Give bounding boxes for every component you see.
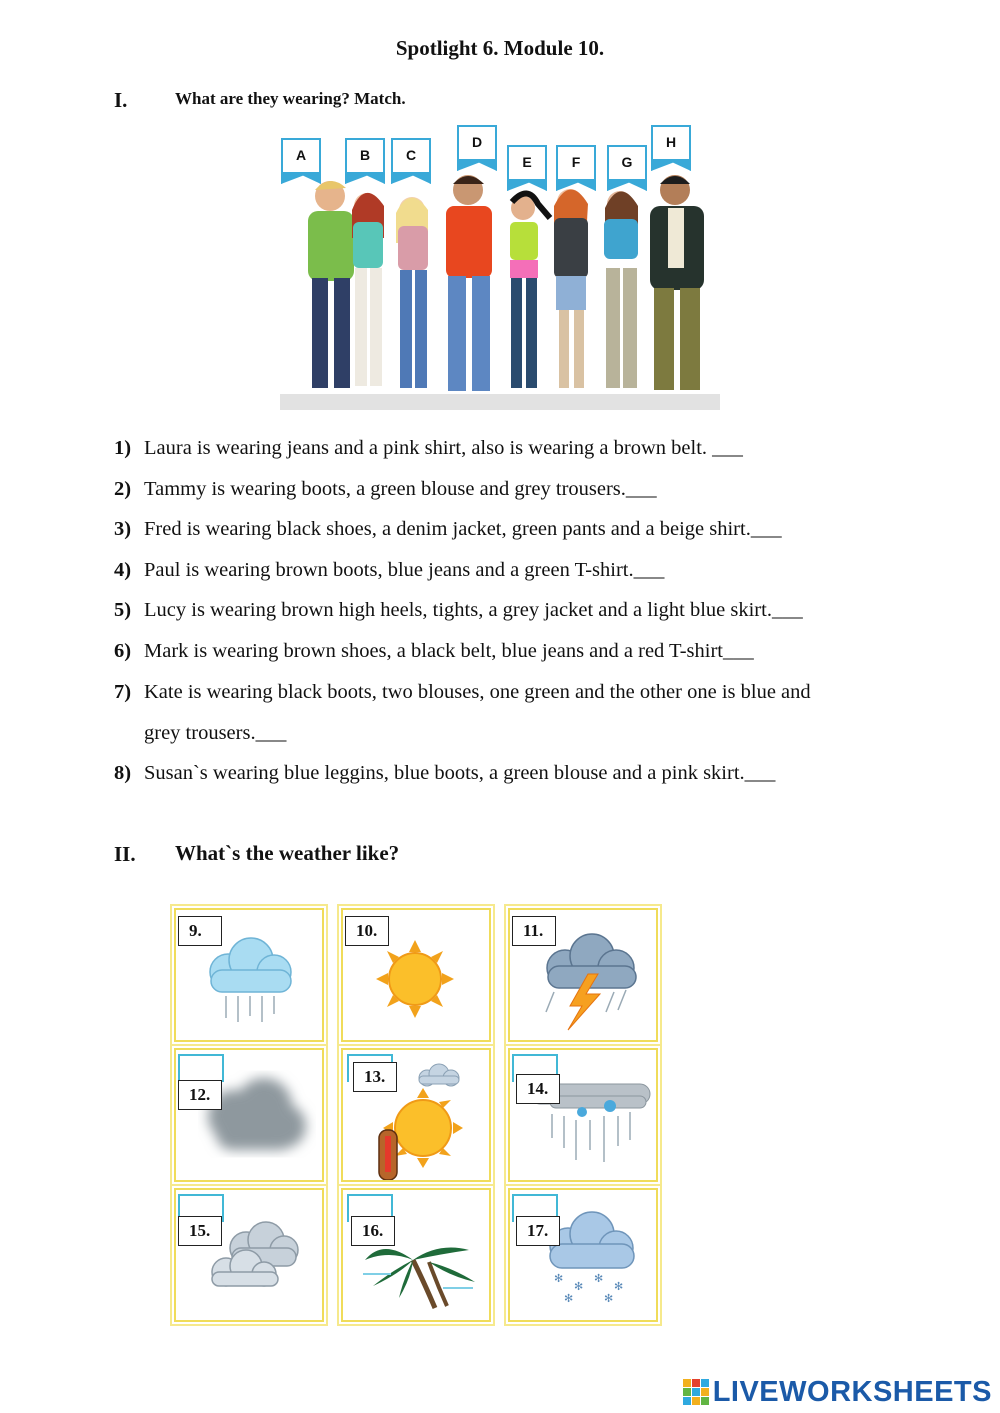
weather-cell-16 bbox=[341, 1188, 491, 1322]
snow-cloud-icon bbox=[510, 1190, 656, 1320]
cell-label: 14. bbox=[516, 1074, 560, 1104]
question-2: 2) Tammy is wearing boots, a green blouse and grey trousers.___ bbox=[114, 478, 657, 500]
svg-text:✻: ✻ bbox=[594, 1272, 604, 1285]
tag-g: G bbox=[607, 145, 647, 181]
section2-title: What`s the weather like? bbox=[175, 841, 400, 865]
tag-e: E bbox=[507, 145, 547, 181]
person-b bbox=[352, 193, 384, 386]
svg-text:✻: ✻ bbox=[574, 1280, 584, 1293]
windy-palm-icon bbox=[343, 1190, 489, 1320]
cell-label: 13. bbox=[353, 1062, 397, 1092]
liveworksheets-logo-icon bbox=[683, 1379, 709, 1405]
question-4: 4) Paul is wearing brown boots, blue jeans and a green T-shirt.___ bbox=[114, 559, 665, 581]
person-a bbox=[308, 181, 354, 388]
page-title: Spotlight 6. Module 10. bbox=[395, 36, 605, 60]
cell-label: 10. bbox=[345, 916, 389, 946]
cell-label: 11. bbox=[512, 916, 556, 946]
section1-number: I. bbox=[114, 88, 128, 112]
footer-text: LIVEWORKSHEETS bbox=[712, 1375, 992, 1408]
tag-d: D bbox=[457, 125, 497, 161]
section1-title: What are they wearing? Match. bbox=[175, 89, 406, 108]
svg-text:✻: ✻ bbox=[564, 1292, 574, 1305]
cell-label: 12. bbox=[178, 1080, 222, 1110]
person-g bbox=[604, 191, 638, 388]
question-6: 6) Mark is wearing brown shoes, a black belt, blue jeans and a red T-shirt___ bbox=[114, 640, 754, 662]
cell-label: 15. bbox=[178, 1216, 222, 1246]
question-5: 5) Lucy is wearing brown high heels, tights, a grey jacket and a light blue skirt.___ bbox=[114, 599, 803, 621]
question-3: 3) Fred is wearing black shoes, a denim jacket, green pants and a beige shirt.___ bbox=[114, 518, 782, 540]
sleet-icon bbox=[510, 1050, 656, 1180]
tag-h: H bbox=[651, 125, 691, 161]
cell-label: 16. bbox=[351, 1216, 395, 1246]
question-7: 7) Kate is wearing black boots, two blouses, one green and the other one is blue and grey trousers.___ bbox=[114, 681, 811, 744]
svg-text:✻: ✻ bbox=[614, 1280, 624, 1293]
person-f bbox=[554, 189, 588, 388]
weather-cell-15 bbox=[174, 1188, 324, 1322]
cell-label: 9. bbox=[178, 916, 222, 946]
fog-icon bbox=[176, 1050, 322, 1180]
footer-brand bbox=[683, 1374, 992, 1410]
person-c bbox=[396, 197, 428, 388]
people-group-image bbox=[270, 118, 735, 413]
weather-cell-17 bbox=[508, 1188, 658, 1322]
question-8: 8) Susan`s wearing blue leggins, blue boots, a green blouse and a pink skirt.___ bbox=[114, 762, 776, 784]
tag-f: F bbox=[556, 145, 596, 181]
weather-cell-11 bbox=[508, 908, 658, 1042]
weather-cell-13 bbox=[341, 1048, 491, 1182]
weather-cell-14 bbox=[508, 1048, 658, 1182]
person-d bbox=[446, 175, 492, 391]
question-1: 1) Laura is wearing jeans and a pink shirt, also is wearing a brown belt. ___ bbox=[114, 437, 743, 459]
tag-c: C bbox=[391, 138, 431, 174]
tag-a: A bbox=[281, 138, 321, 174]
weather-cell-10 bbox=[341, 908, 491, 1042]
svg-text:✻: ✻ bbox=[554, 1272, 564, 1285]
tag-b: B bbox=[345, 138, 385, 174]
weather-cell-9 bbox=[174, 908, 324, 1042]
weather-cell-12 bbox=[174, 1048, 324, 1182]
section2-number: II. bbox=[114, 842, 136, 866]
cloudy-icon bbox=[176, 1190, 322, 1320]
people-illustration bbox=[270, 118, 735, 413]
person-h bbox=[650, 175, 704, 390]
svg-text:✻: ✻ bbox=[604, 1292, 614, 1305]
cell-label: 17. bbox=[516, 1216, 560, 1246]
person-e bbox=[510, 193, 550, 388]
